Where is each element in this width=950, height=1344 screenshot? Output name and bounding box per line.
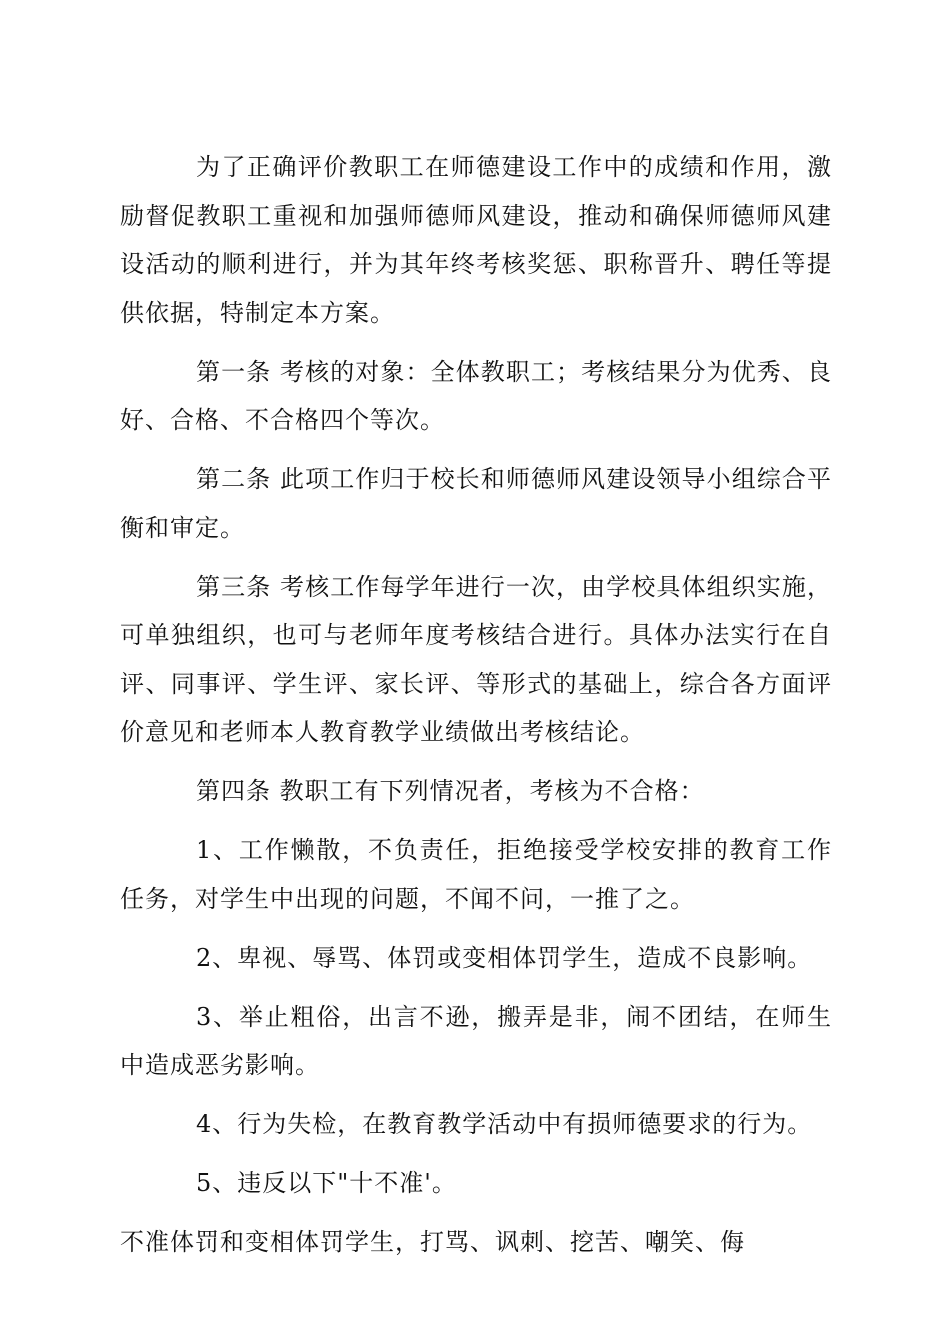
document-body xyxy=(120,143,832,1277)
list-item-1: 1、工作懒散，不负责任，拒绝接受学校安排的教育工作任务，对学生中出现的问题，不闻不问，一推了之。 xyxy=(120,836,832,913)
list-item-3: 3、举止粗俗，出言不逊，搬弄是非，闹不团结，在师生中造成恶劣影响。 xyxy=(120,1002,832,1079)
list-item-2: 2、卑视、辱骂、体罚或变相体罚学生，造成不良影响。 xyxy=(196,943,813,972)
list-item-5: 5、违反以下"十不准'。 xyxy=(196,1169,457,1197)
paragraph-article-3: 第三条 考核工作每学年进行一次，由学校具体组织实施，可单独组织，也可与老师年度考核结合进行。具体办法实行在自评、同事评、学生评、家长评、等形式的基础上，综合各方面评价意见和老师本人教育教学业绩做出考核结论。 xyxy=(120,572,832,746)
list-item-4: 4、行为失检，在教育教学活动中有损师德要求的行为。 xyxy=(196,1110,813,1138)
paragraph-article-1: 第一条 考核的对象：全体教职工；考核结果分为优秀、良好、合格、不合格四个等次。 xyxy=(120,357,832,434)
paragraph-ten-rules: 不准体罚和变相体罚学生，打骂、讽刺、挖苦、嘲笑、侮 xyxy=(120,1228,745,1256)
paragraph-article-2: 第二条 此项工作归于校长和师德师风建设领导小组综合平衡和审定。 xyxy=(120,465,832,542)
paragraph-intro: 为了正确评价教职工在师德建设工作中的成绩和作用，激励督促教职工重视和加强师德师风建设，推动和确保师德师风建设活动的顺利进行，并为其年终考核奖惩、职称晋升、聘任等提供依据，特制定本方案。 xyxy=(120,153,832,327)
paragraph-article-4: 第四条 教职工有下列情况者，考核为不合格： xyxy=(196,777,705,805)
